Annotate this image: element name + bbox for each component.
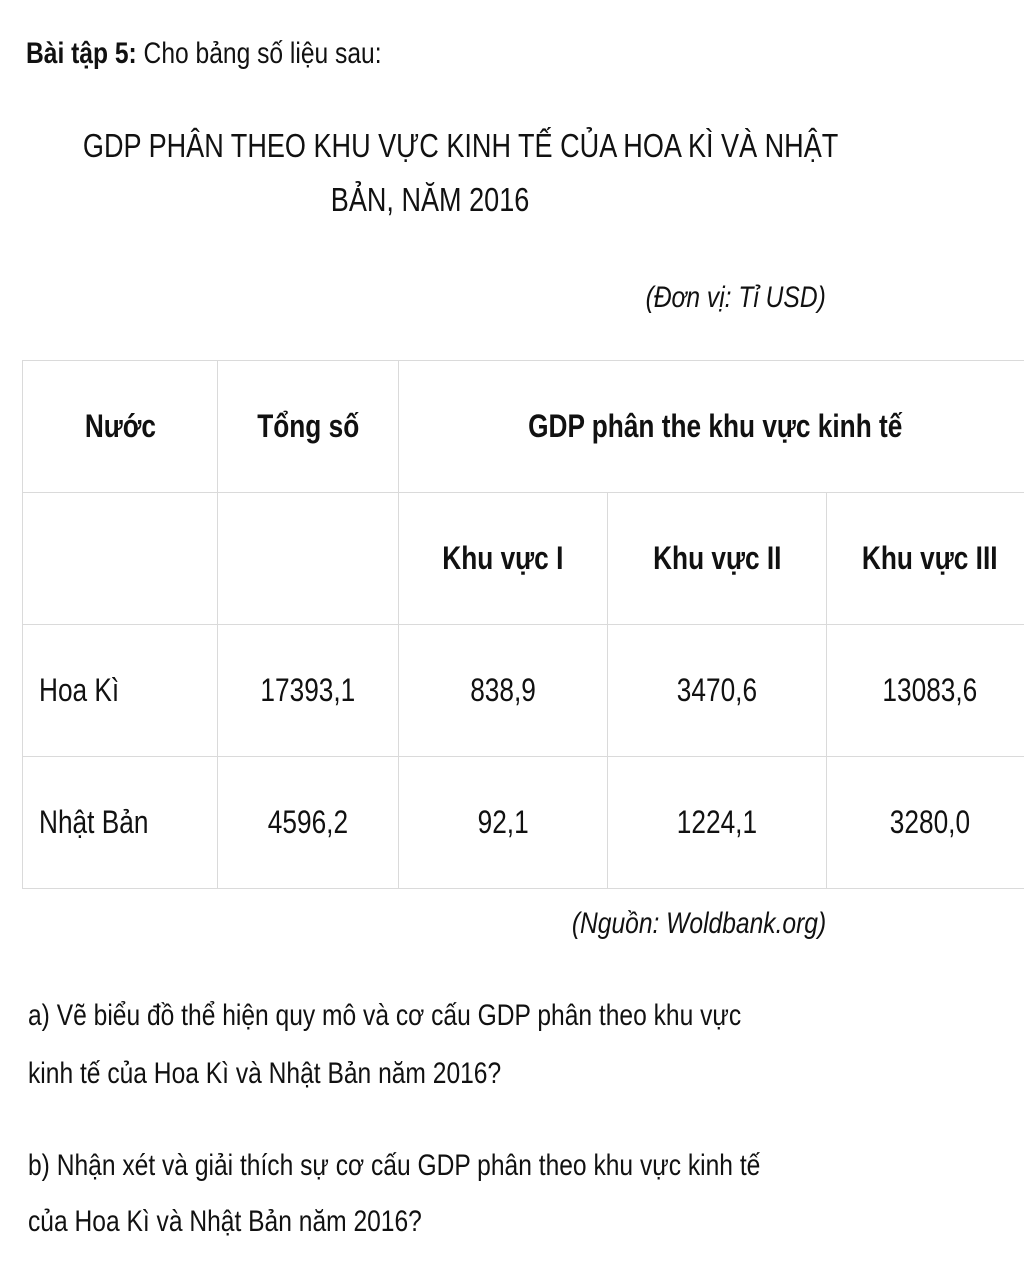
question-b-line-1-text: b) Nhận xét và giải thích sự cơ cấu GDP phân theo khu vực kinh tế xyxy=(28,1149,761,1182)
cell-sector-1 xyxy=(399,757,608,889)
question-b-line-2 xyxy=(28,1204,508,1240)
cell-country xyxy=(23,757,218,889)
table-title-line-1 xyxy=(0,126,860,166)
cell-sector-1-text: 838,9 xyxy=(470,672,536,708)
question-a-line-2-text: kinh tế của Hoa Kì và Nhật Bản năm 2016? xyxy=(28,1057,502,1090)
question-b-line-1 xyxy=(28,1148,921,1184)
cell-sector-3 xyxy=(827,625,1024,757)
table-title-line-2-text: BẢN, NĂM 2016 xyxy=(330,181,530,218)
cell-total-text: 4596,2 xyxy=(267,804,349,840)
table-title-line-1-text: GDP PHÂN THEO KHU VỰC KINH TẾ CỦA HOA KÌ VÀ NHẬT xyxy=(82,127,839,164)
cell-sector-2-text: 1224,1 xyxy=(676,804,758,840)
cell-sector-3-text: 3280,0 xyxy=(889,804,970,840)
exercise-heading xyxy=(26,36,460,72)
table-subheader-row xyxy=(23,493,1024,625)
header-total-text: Tổng số xyxy=(256,408,360,444)
table-row xyxy=(23,757,1024,889)
unit-note xyxy=(606,280,826,316)
exercise-label: Bài tập 5: xyxy=(26,37,137,70)
gdp-table xyxy=(22,360,1024,889)
header-sector-1-text: Khu vực I xyxy=(442,540,564,576)
header-sector-3-text: Khu vực III xyxy=(861,540,998,576)
cell-total-text: 17393,1 xyxy=(260,672,356,708)
cell-sector-2 xyxy=(608,757,827,889)
table-row xyxy=(23,625,1024,757)
cell-sector-3 xyxy=(827,757,1024,889)
question-a-line-1-text: a) Vẽ biểu đồ thể hiện quy mô và cơ cấu GDP phân theo khu vực xyxy=(28,999,742,1032)
header-country xyxy=(23,361,218,493)
header-group-text: GDP phân the khu vực kinh tế xyxy=(528,408,903,444)
table-header-row xyxy=(23,361,1024,493)
header-total xyxy=(218,361,399,493)
subheader-empty-total xyxy=(218,493,399,625)
question-a-line-1 xyxy=(28,998,898,1034)
header-sector-2-text: Khu vực II xyxy=(652,540,782,576)
header-group xyxy=(399,361,1024,493)
cell-total xyxy=(218,625,399,757)
cell-country xyxy=(23,625,218,757)
header-country-text: Nước xyxy=(84,408,156,444)
cell-sector-1 xyxy=(399,625,608,757)
header-sector-2 xyxy=(608,493,827,625)
question-a-line-2 xyxy=(28,1056,605,1092)
cell-country-text: Hoa Kì xyxy=(39,672,120,708)
subheader-empty-country xyxy=(23,493,218,625)
source-note-text: (Nguồn: Woldbank.org) xyxy=(571,907,826,940)
header-sector-1 xyxy=(399,493,608,625)
cell-total xyxy=(218,757,399,889)
cell-country-text: Nhật Bản xyxy=(39,804,149,840)
cell-sector-2 xyxy=(608,625,827,757)
source-note xyxy=(516,906,826,942)
cell-sector-3-text: 13083,6 xyxy=(882,672,977,708)
exercise-instruction: Cho bảng số liệu sau: xyxy=(136,37,382,70)
header-sector-3 xyxy=(827,493,1024,625)
table-title-line-2 xyxy=(0,180,860,220)
cell-sector-2-text: 3470,6 xyxy=(676,672,758,708)
cell-sector-1-text: 92,1 xyxy=(477,804,529,840)
unit-note-text: (Đơn vị: Tỉ USD) xyxy=(645,281,826,314)
question-b-line-2-text: của Hoa Kì và Nhật Bản năm 2016? xyxy=(28,1205,422,1238)
